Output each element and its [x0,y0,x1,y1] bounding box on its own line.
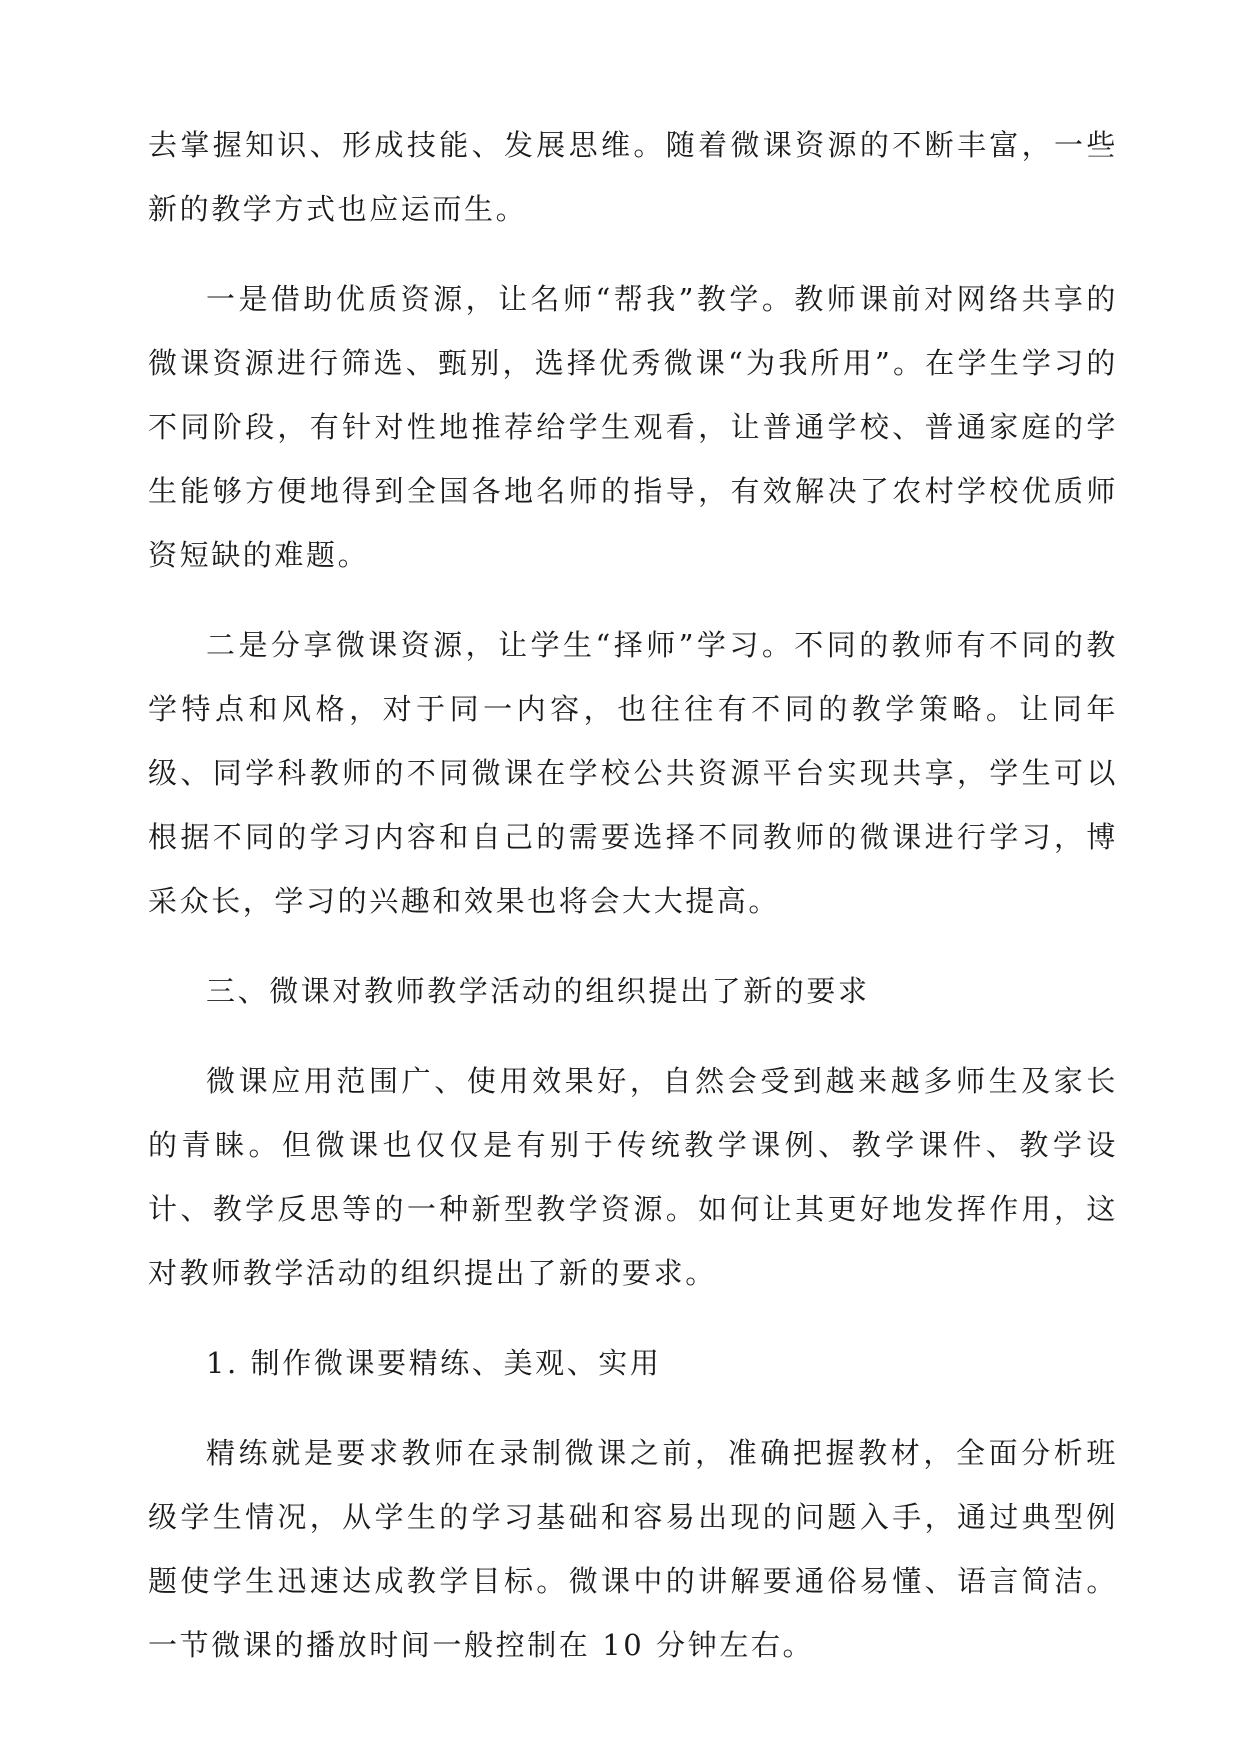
paragraph-continuation: 去掌握知识、形成技能、发展思维。随着微课资源的不断丰富，一些新的教学方式也应运而生。 [148,128,1118,226]
document-body [148,113,1118,1703]
paragraph-point-two: 二是分享微课资源，让学生“择师”学习。不同的教师有不同的教学特点和风格，对于同一内容，也往往有不同的教学策略。让同年级、同学科教师的不同微课在学校公共资源平台实现共享，学生可以根据不同的学习内容和自己的需要选择不同教师的微课进行学习，博采众长，学习的兴趣和效果也将会大大提高。 [148,628,1118,918]
section-heading-three: 三、微课对教师教学活动的组织提出了新的要求 [206,974,870,1008]
subheading-one: 1. 制作微课要精练、美观、实用 [206,1346,662,1380]
paragraph-point-one: 一是借助优质资源，让名师“帮我”教学。教师课前对网络共享的微课资源进行筛选、甄别，选择优秀微课“为我所用”。在学生学习的不同阶段，有针对性地推荐给学生观看，让普通学校、普通家庭的学生能够方便地得到全国各地名师的指导，有效解决了农村学校优质师资短缺的难题。 [148,282,1118,572]
paragraph-concise: 精练就是要求教师在录制微课之前，准确把握教材，全面分析班级学生情况，从学生的学习基础和容易出现的问题入手，通过典型例题使学生迅速达成教学目标。微课中的讲解要通俗易懂、语言简洁。一节微课的播放时间一般控制在 10 分钟左右。 [148,1436,1118,1662]
paragraph-section-three-intro: 微课应用范围广、使用效果好，自然会受到越来越多师生及家长的青睐。但微课也仅仅是有别于传统教学课例、教学课件、教学设计、教学反思等的一种新型教学资源。如何让其更好地发挥作用，这对教师教学活动的组织提出了新的要求。 [148,1064,1118,1290]
